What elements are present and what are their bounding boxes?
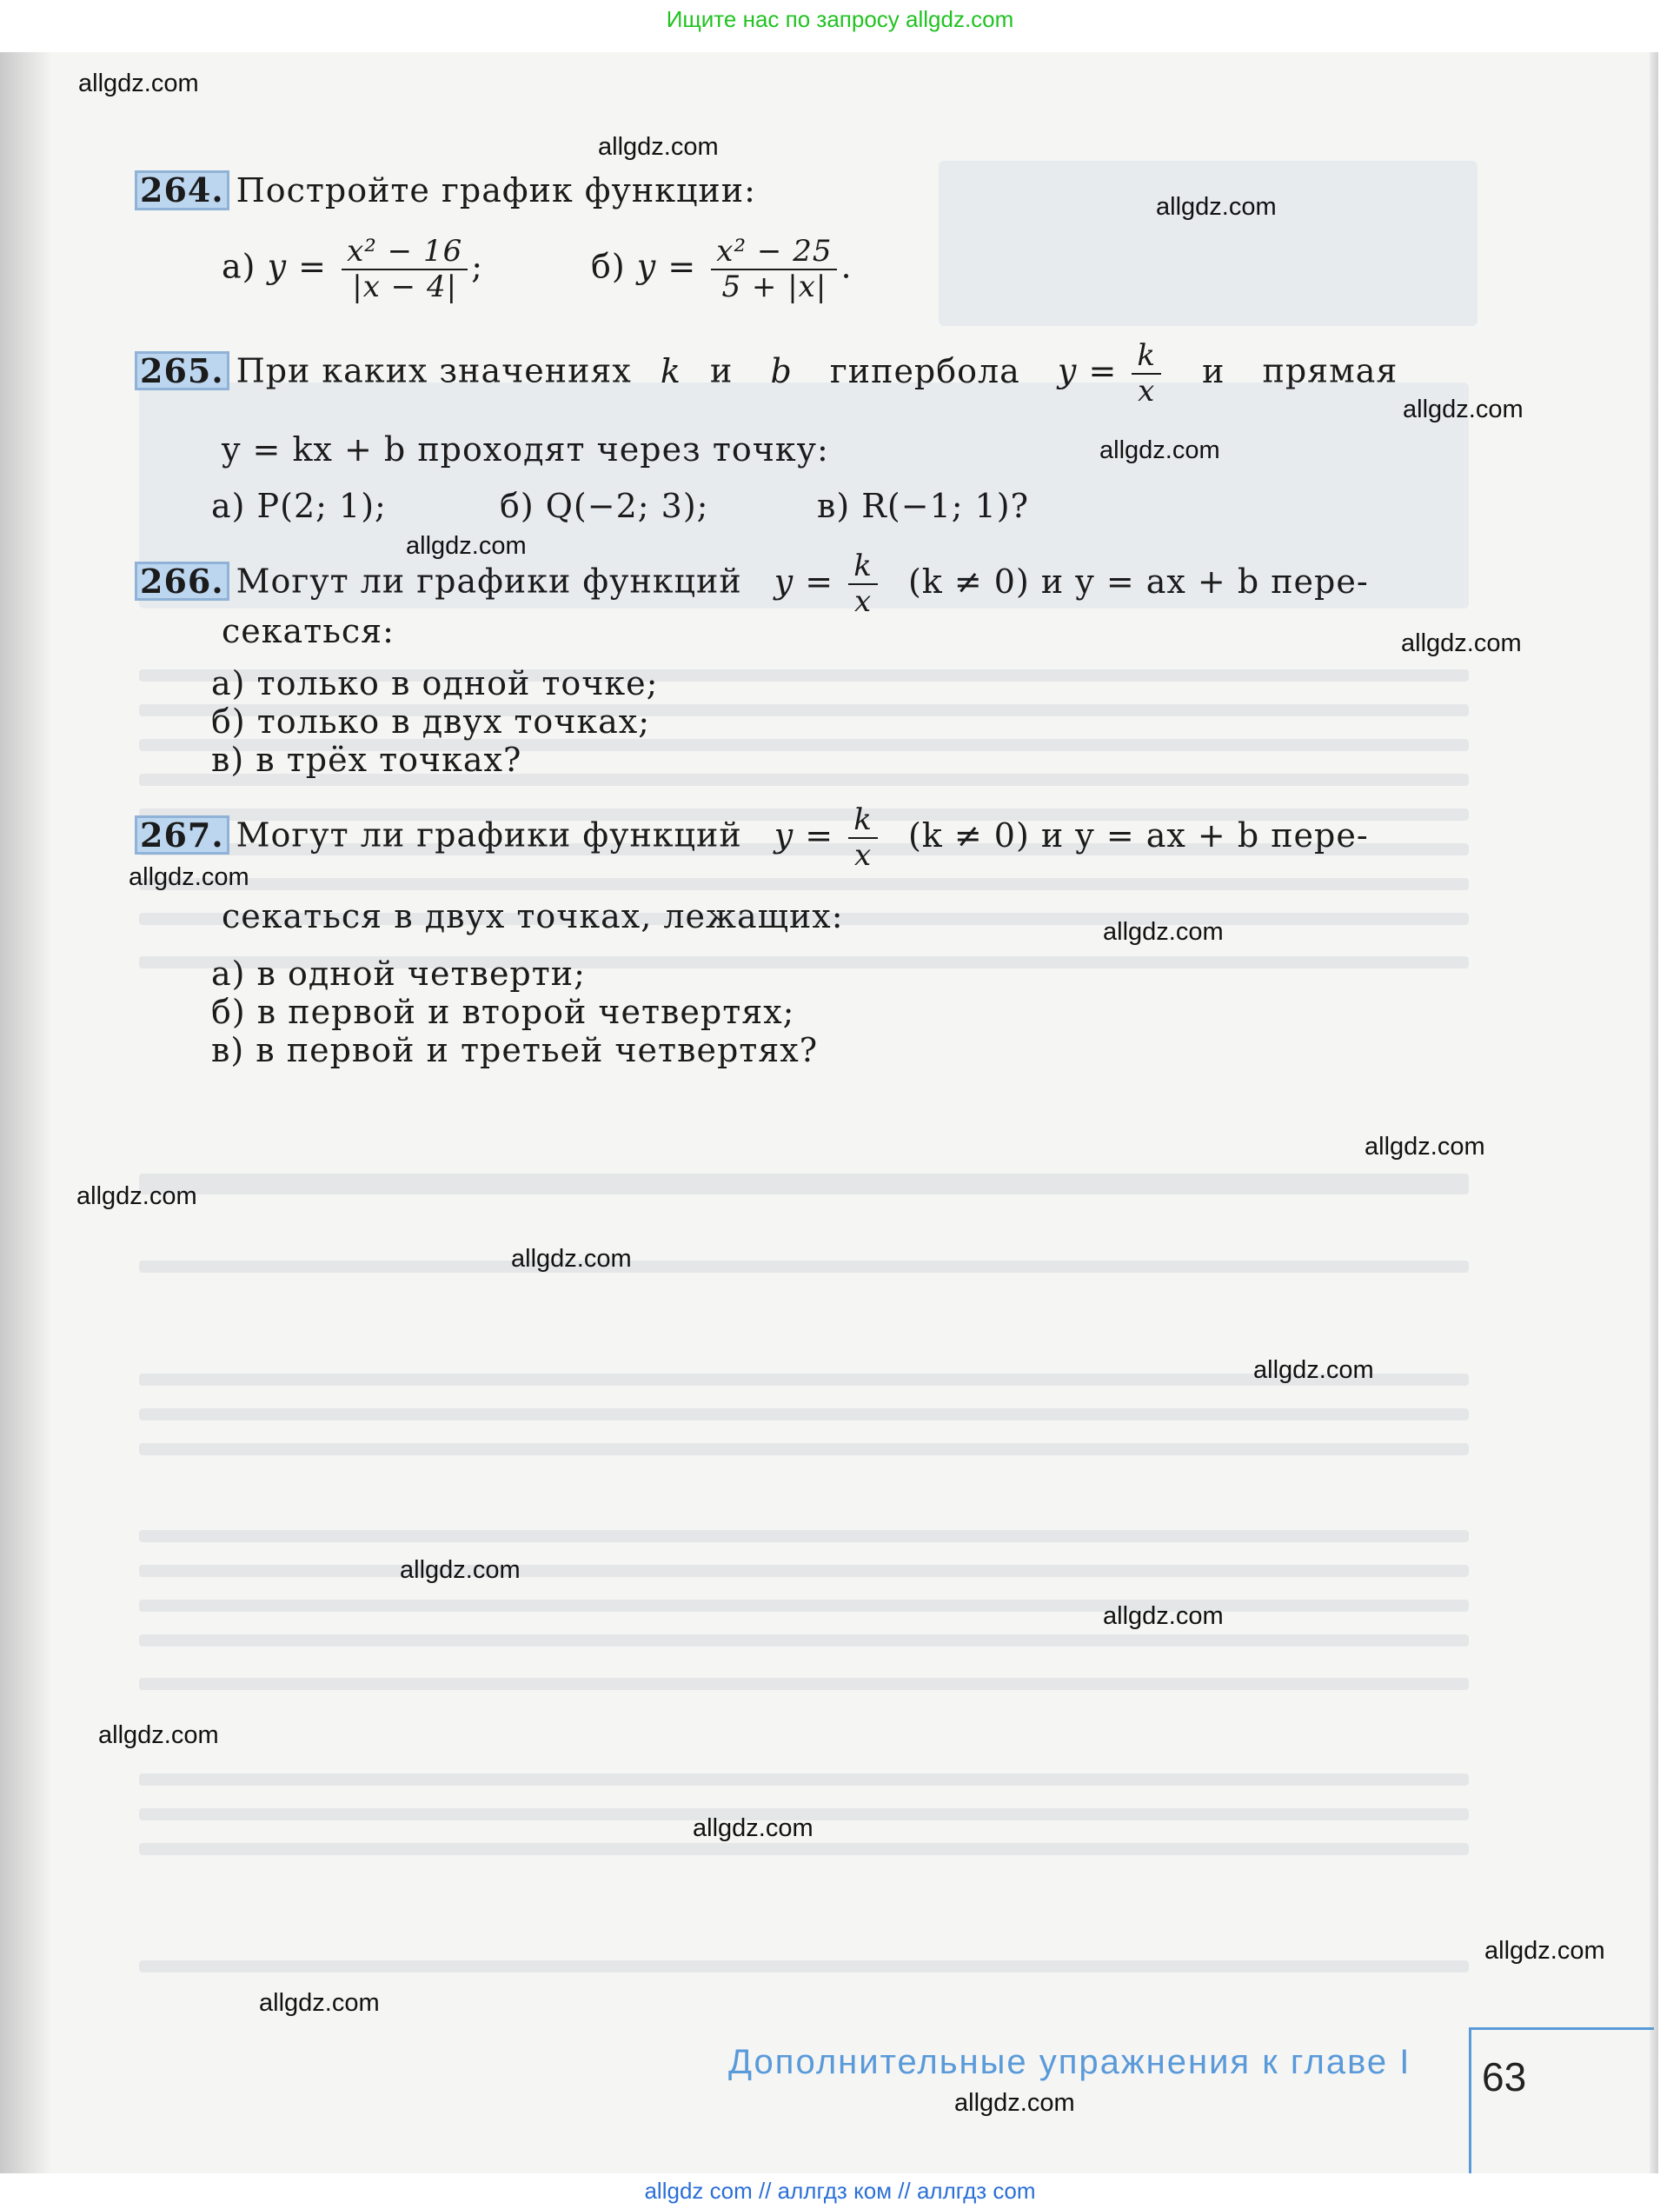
fraction-denominator: x (853, 838, 873, 874)
problem-265-option-b: б) Q(−2; 3); (500, 487, 709, 525)
bleed-through-line (139, 1843, 1469, 1855)
problem-265 (135, 339, 1473, 409)
bleed-through-line (139, 1443, 1469, 1455)
watermark: allgdz.com (259, 1989, 380, 2017)
fraction-numerator: k (848, 549, 878, 585)
watermark: allgdz.com (1484, 1937, 1605, 1965)
equation-lhs: y = (1057, 351, 1118, 390)
bleed-through-line (139, 1408, 1469, 1421)
bleed-through-line (139, 1530, 1469, 1542)
problem-264 (135, 170, 1473, 210)
condition-text: (k ≠ 0) и y = ax + b пере- (907, 562, 1369, 601)
variable-k: k (660, 351, 681, 390)
hyperbola-word: гипербола (829, 351, 1020, 390)
watermark: allgdz.com (406, 532, 527, 560)
bleed-through-line (139, 1773, 1469, 1786)
problem-text: При каких значениях (236, 351, 632, 390)
fraction-numerator: k (848, 803, 878, 839)
page-number: 63 (1482, 2054, 1527, 2099)
bleed-through-line (139, 1960, 1469, 1973)
watermark: allgdz.com (1365, 1133, 1485, 1161)
watermark: allgdz.com (1401, 629, 1522, 657)
watermark: allgdz.com (1099, 436, 1220, 464)
watermark: allgdz.com (511, 1245, 632, 1273)
watermark: allgdz.com (954, 2089, 1075, 2117)
fraction-numerator: x² − 16 (342, 235, 468, 270)
problem-267-option-c: в) в первой и третьей четвертях? (211, 1031, 819, 1069)
conjunction: и (1202, 351, 1225, 390)
problem-number: 267. (135, 815, 229, 855)
variable-b: b (770, 351, 793, 390)
option-label: а) (222, 247, 256, 286)
problem-266-line2: секаться: (222, 612, 395, 650)
option-label: б) (591, 247, 626, 286)
page-binding-shadow (0, 52, 52, 2173)
equation-lhs: y = (267, 247, 327, 286)
bleed-through-line (139, 878, 1469, 890)
problem-267-line2: секаться в двух точках, лежащих: (222, 897, 844, 935)
problem-265-option-a: а) P(2; 1); (211, 487, 387, 525)
watermark: allgdz.com (693, 1814, 813, 1842)
bleed-through-line (139, 1565, 1469, 1577)
watermark: allgdz.com (1103, 1602, 1224, 1630)
watermark: allgdz.com (598, 133, 719, 161)
watermark: allgdz.com (1253, 1356, 1374, 1384)
fraction (1132, 339, 1161, 409)
fraction-denominator: x (1138, 374, 1156, 409)
fraction (711, 235, 837, 304)
fraction (848, 803, 878, 873)
conjunction: и (710, 351, 734, 390)
condition-text: (k ≠ 0) и y = ax + b пере- (907, 815, 1369, 855)
watermark: allgdz.com (400, 1556, 521, 1584)
bottom-site-banner[interactable]: allgdz com // аллгдз ком // аллгдз com (0, 2173, 1680, 2209)
problem-265-option-c: в) R(−1; 1)? (817, 487, 1030, 525)
watermark: allgdz.com (1156, 193, 1277, 221)
top-search-banner[interactable]: Ищите нас по запросу allgdz.com (666, 6, 1014, 32)
problem-264-part-b (591, 235, 853, 304)
page-right-edge (1650, 52, 1658, 2173)
equation-lhs: y = (774, 815, 834, 855)
punctuation: ; (471, 247, 484, 286)
fraction (342, 235, 468, 304)
equation-lhs: y = (636, 247, 697, 286)
page-number-frame (1469, 2027, 1654, 2173)
punctuation: . (840, 247, 853, 286)
equation-lhs: y = (774, 562, 834, 601)
problem-264-part-a (222, 235, 483, 304)
problem-266-option-b: б) только в двух точках; (211, 702, 651, 741)
problem-number: 264. (135, 170, 229, 210)
watermark: allgdz.com (129, 863, 249, 891)
problem-text: Постройте график функции: (236, 171, 756, 210)
problem-267-option-a: а) в одной четверти; (211, 955, 586, 993)
bleed-through-line (139, 1600, 1469, 1612)
problem-number: 265. (135, 351, 229, 391)
problem-266-option-a: а) только в одной точке; (211, 664, 659, 702)
problem-text: Могут ли графики функций (236, 815, 742, 855)
fraction-numerator: x² − 25 (711, 235, 837, 270)
bleed-through-line (139, 1678, 1469, 1690)
problem-text: Могут ли графики функций (236, 562, 742, 601)
problem-266 (135, 549, 1473, 619)
watermark: allgdz.com (1103, 918, 1224, 946)
fraction-denominator: x (853, 584, 873, 620)
watermark: allgdz.com (78, 70, 199, 97)
bleed-through-line (139, 1174, 1469, 1194)
bleed-through-line (139, 1261, 1469, 1273)
bleed-through-line (139, 1634, 1469, 1647)
problem-267 (135, 803, 1473, 873)
fraction-denominator: |x − 4| (352, 269, 458, 305)
fraction (848, 549, 878, 619)
fraction-numerator: k (1132, 339, 1161, 375)
problem-266-option-c: в) в трёх точках? (211, 741, 522, 779)
chapter-footer-title: Дополнительные упражнения к главе I (728, 2043, 1411, 2081)
problem-265-line2: y = kx + b проходят через точку: (222, 430, 829, 469)
problem-267-option-b: б) в первой и второй четвертях; (211, 993, 795, 1031)
watermark: allgdz.com (98, 1721, 219, 1749)
line-word: прямая (1262, 351, 1398, 390)
fraction-denominator: 5 + |x| (721, 269, 827, 305)
watermark: allgdz.com (1403, 396, 1524, 423)
watermark: allgdz.com (76, 1182, 197, 1210)
problem-number: 266. (135, 562, 229, 602)
